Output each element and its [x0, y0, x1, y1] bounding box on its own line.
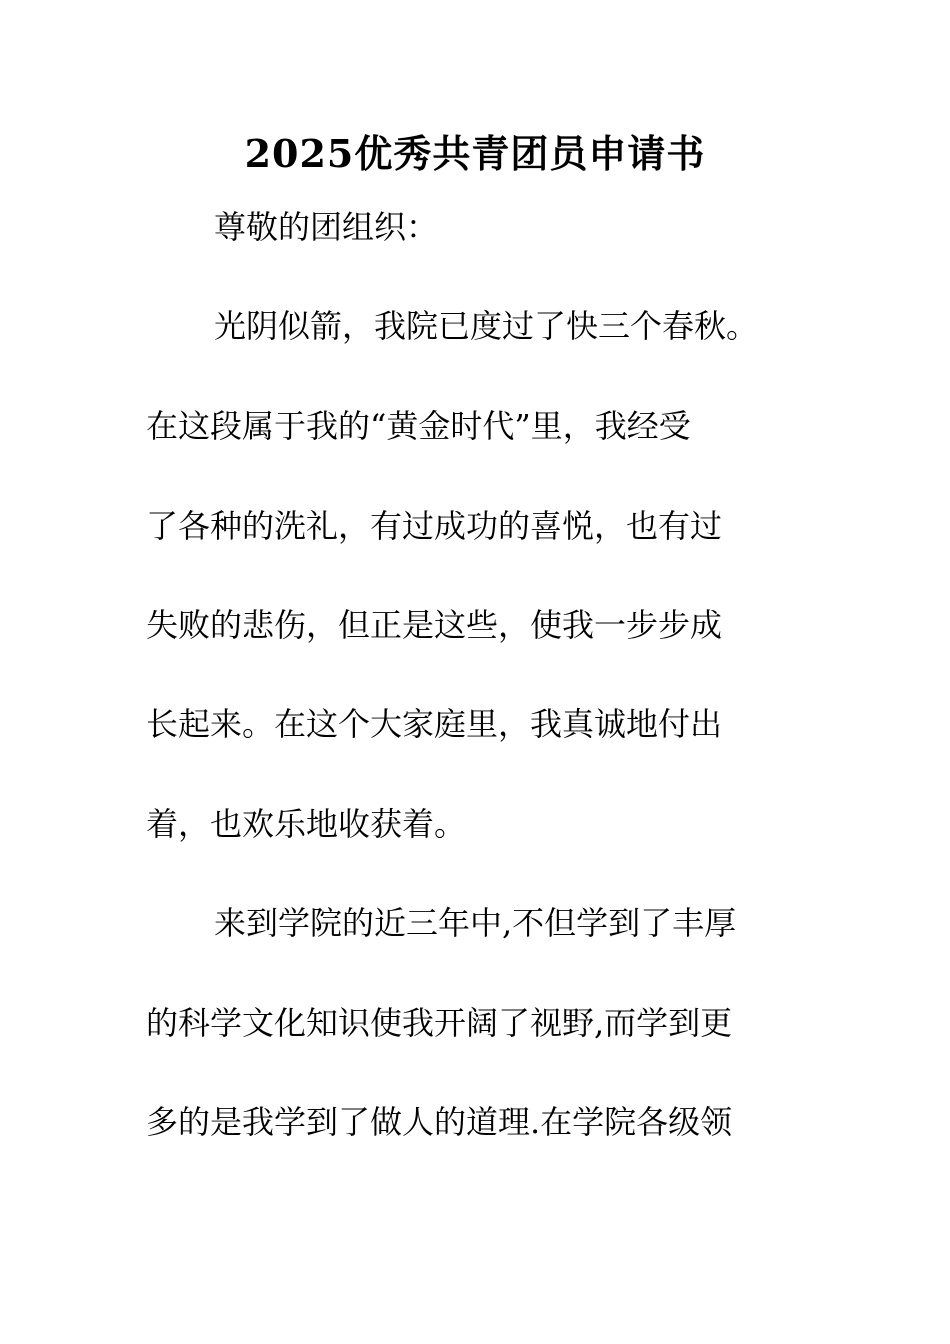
- body-line: 在这段属于我的“黄金时代”里，我经受: [146, 407, 691, 445]
- body-line: 长起来。在这个大家庭里，我真诚地付出: [146, 705, 723, 743]
- body-line: 来到学院的近三年中,不但学到了丰厚: [214, 904, 737, 942]
- body-line: 了各种的洗礼，有过成功的喜悦，也有过: [146, 507, 723, 545]
- body-line: 着，也欢乐地收获着。: [146, 805, 467, 843]
- body-line: 光阴似箭，我院已度过了快三个春秋。: [214, 307, 759, 345]
- body-line: 多的是我学到了做人的道理.在学院各级领: [146, 1103, 733, 1141]
- body-line: 的科学文化知识使我开阔了视野,而学到更: [146, 1004, 733, 1042]
- salutation-line: 尊敬的团组织：: [214, 208, 439, 246]
- document-title: 2025优秀共青团员申请书: [244, 131, 706, 176]
- body-line: 失败的悲伤，但正是这些，使我一步步成: [146, 606, 723, 644]
